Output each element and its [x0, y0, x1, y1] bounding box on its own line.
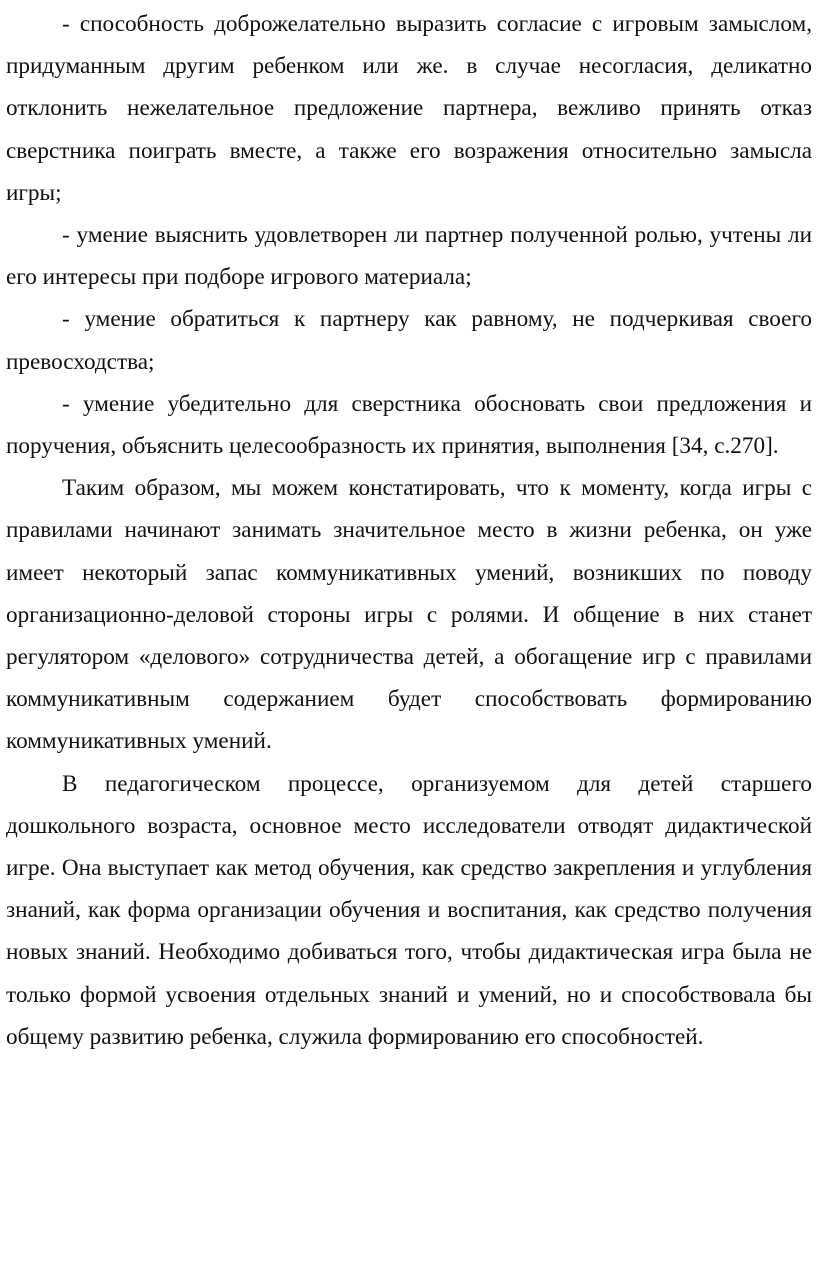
- paragraph-item-justify-proposals: - умение убедительно для сверстника обосновать свои предложения и поручения, объяснить целесообразность их принятия, выполнения [34, с.270].: [6, 390, 812, 460]
- paragraph-item-address-as-equal: - умение обратиться к партнеру как равному, не подчеркивая своего превосходства;: [6, 306, 812, 375]
- paragraph-conclusion: Таким образом, мы можем констатировать, что к моменту, когда игры с правилами начинают занимать значительное место в жизни ребенка, он уже имеет некоторый запас коммуникативных умений, возникших по поводу организационно-деловой стороны игры с ролями. И общение в них станет регулятором «делового» сотрудничества детей, а обогащение игр с правилами коммуникативным содержанием будет способствовать формированию коммуникативных умений.: [6, 475, 812, 755]
- paragraph-didactic-game: В педагогическом процессе, организуемом для детей старшего дошкольного возраста, основное место исследователи отводят дидактической игре. Она выступает как метод обучения, как средство закрепления и углубления знаний, как форма организации обучения и воспитания, как средство получения новых знаний. Необходимо добиваться того, чтобы дидактическая игра была не только формой усвоения отдельных знаний и умений, но и способствовала бы общему развитию ребенка, служила формированию его способностей.: [6, 770, 812, 1050]
- paragraph-item-partner-satisfaction: - умение выяснить удовлетворен ли партнер полученной ролью, учтены ли его интересы при подборе игрового материала;: [6, 222, 812, 291]
- paragraph-item-goodwill-agreement: - способность доброжелательно выразить согласие с игровым замыслом, придуманным другим ребенком или же. в случае несогласия, деликатно отклонить нежелательное предложение партнера, вежливо принять отказ сверстника поиграть вместе, а также его возражения относительно замысла игры;: [6, 11, 812, 206]
